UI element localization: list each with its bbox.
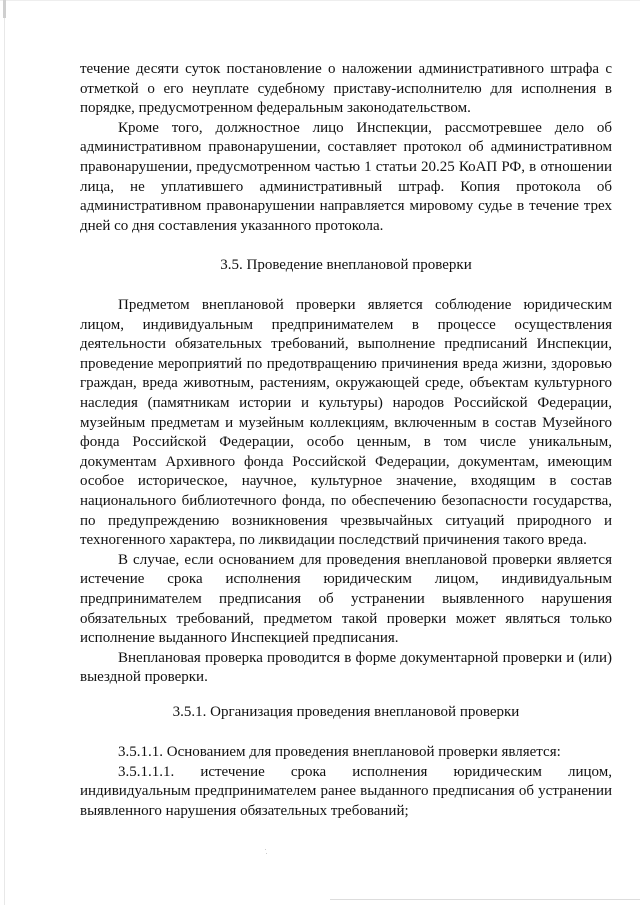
scan-bottom-edge [330, 899, 640, 900]
scan-top-edge [0, 0, 640, 1]
scan-left-mark [3, 0, 6, 18]
scan-speck [266, 853, 267, 854]
paragraph-protocol: Кроме того, должностное лицо Инспекции, рассмотревшее дело об административном правонарушении, составляет протокол об административном правонарушении, предусмотренном частью 1 статьи 20.25 КоАП РФ, в отношении лица, не уплатившего административный штраф. Копия протокола об административном правонарушении направляется мировому судье в течение трех дней со дня составления указанного протокола. [80, 119, 612, 234]
scan-left-edge [4, 0, 5, 905]
text-block-middle [80, 296, 612, 688]
section-heading-3-5-1: 3.5.1. Организация проведения внеплановой проверки [172, 704, 520, 720]
text-block-bottom [80, 743, 612, 821]
paragraph-fine-continuation: течение десяти суток постановление о наложении административного штрафа с отметкой о его неуплате судебному приставу-исполнителю для исполнения в порядке, предусмотренном федеральным законодательством. [80, 61, 612, 117]
paragraph-prescription-expiry: В случае, если основанием для проведения внеплановой проверки является истечение срока исполнения юридическим лицом, индивидуальным предпринимателем предписания об устранении выявленного нарушения обязательных требований, предметом такой проверки может являться только исполнение выданного Инспекцией предписания. [80, 551, 612, 647]
section-heading-3-5: 3.5. Проведение внеплановой проверки [220, 257, 472, 273]
paragraph-subject-of-inspection: Предметом внеплановой проверки является соблюдение юридическим лицом, индивидуальным предпринимателем в процессе осуществления деятельности обязательных требований, выполнение предписаний Инспекции, проведение мероприятий по предотвращению причинения вреда жизни, здоровью граждан, вреда животным, растениям, окружающей среде, объектам культурного наследия (памятникам истории и культуры) народов Российской Федерации, музейным предметам и музейным коллекциям, включенным в состав Музейного фонда Российской Федерации, особо ценным, в том числе уникальным, документам Архивного фонда Российской Федерации, документам, имеющим особое историческое, научное, культурное значение, входящим в состав национального библиотечного фонда, по обеспечению безопасности государства, по предупреждению возникновения чрезвычайных ситуаций природного и техногенного характера, по ликвидации последствий причинения такого вреда. [80, 297, 612, 549]
scan-speck [265, 849, 266, 850]
paragraph-3-5-1-1: 3.5.1.1. Основанием для проведения внеплановой проверки является: [118, 744, 561, 760]
paragraph-3-5-1-1-1: 3.5.1.1.1. истечение срока исполнения юридическим лицом, индивидуальным предпринимателем ранее выданного предписания об устранении выявленного нарушения обязательных требований; [80, 763, 612, 819]
text-block-top [80, 60, 612, 236]
paragraph-inspection-form: Внеплановая проверка проводится в форме документарной проверки и (или) выездной проверки. [80, 649, 612, 686]
